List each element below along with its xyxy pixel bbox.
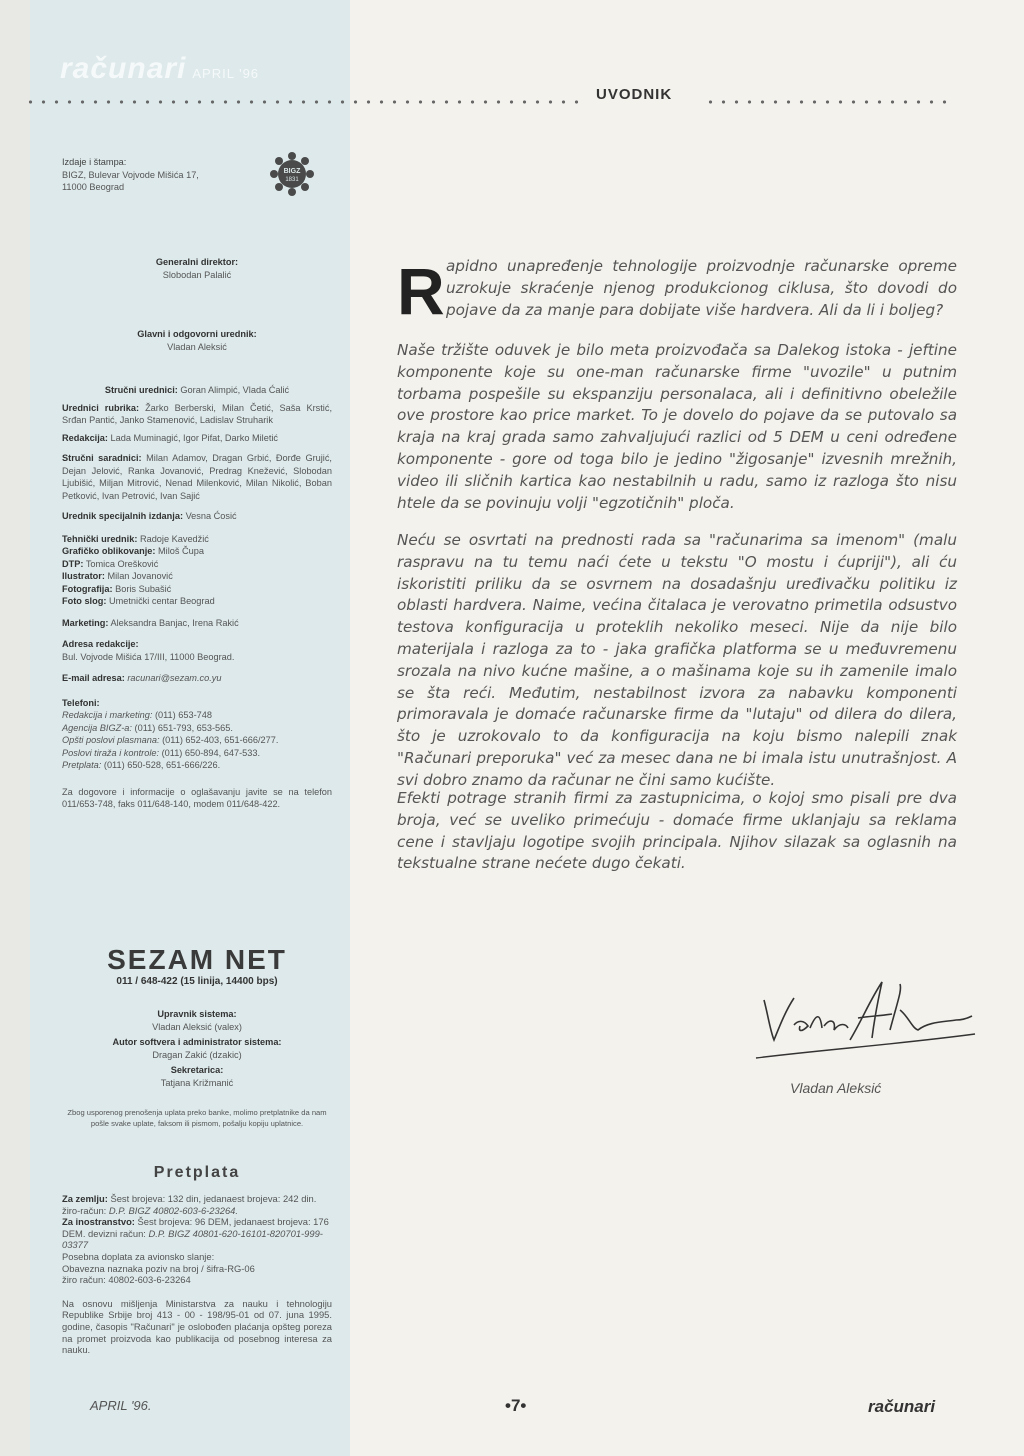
masthead-brand	[60, 52, 259, 86]
tech-editors: Goran Alimpić, Vlada Ćalić	[180, 385, 290, 395]
phone-label: Redakcija i marketing:	[62, 710, 153, 720]
graphic-label: Grafičko oblikovanje:	[62, 546, 156, 556]
drop-cap: R	[397, 254, 445, 328]
sysop-label: Upravnik sistema:	[157, 1009, 237, 1019]
sysop: Vladan Aleksić (valex)	[152, 1021, 242, 1032]
footer-brand: računari	[868, 1397, 936, 1416]
article-lead: apidno unapređenje tehnologije proizvodnje računarske opreme uzrokuje skraćenje njenog produkcionog ciklusa, što dovodi do pojave da za manje para dobijate više hardvera. Ali da li i boljeg?	[446, 257, 957, 319]
phone-value: (011) 652-403, 651-666/277.	[162, 735, 279, 745]
domestic-account: D.P. BIGZ 40802-603-6-23264.	[108, 1204, 238, 1216]
phone-row	[62, 734, 332, 747]
article-paragraph-2: Neću se osvrtati na prednosti rada sa "računarima sa imenom" (malu raspravu na tu temu naći ćete u tekstu "O mostu i ćupriji"), ali ću iskoristiti priliku da se osvrnem na dosadašnju uređivačku politiku iz oblasti hardvera. Naime, većina čitalaca je verovatno primetila odsustvo testova konfiguracija u proteklih nekoliko meseci. Nije da nije bilo materijala i razloga za to - jaka grafička platforma se u međuvremenu srozala na nivo kućne mašine, a o mašinama koje su ih zamenile imalo se šta reći. Međutim, nestabilnost izvora za nabavku komponenti primoravala je domaće računarske firme da "lutaju" od dilera do dilera, što je uzrokovalo to da konfiguracija na koju bismo nalepili znak "Računari preporuka" već za mesec dana ne bi imala istu unutrašnjost. A svi dobro znamo da računar ne čini samo kućište.	[397, 531, 957, 789]
photoset-label: Foto slog:	[62, 596, 107, 606]
associates-label: Stručni saradnici:	[62, 453, 142, 463]
page-number: •7•	[505, 1396, 527, 1415]
subscription-title: Pretplata	[153, 1164, 241, 1181]
phone-row	[62, 759, 332, 772]
logo-text-2: 1831	[285, 177, 299, 183]
graphic: Miloš Čupa	[158, 546, 204, 556]
signer-name: Vladan Aleksić	[790, 1080, 882, 1096]
illustrator-label: Ilustrator:	[62, 571, 105, 581]
publisher-address-1: BIGZ, Bulevar Vojvode Mišića 17,	[62, 169, 199, 180]
illustrator: Milan Jovanović	[107, 571, 173, 581]
publisher-address-2: 11000 Beograd	[62, 182, 125, 192]
tech-label: Tehnički urednik:	[62, 533, 138, 544]
airmail: Posebna doplata za avionsko slanje:	[62, 1250, 215, 1262]
sezam-title: SEZAM NET	[107, 944, 287, 975]
dotted-rule-right	[704, 100, 954, 104]
staff-list	[62, 384, 332, 811]
editor-name: Vladan Aleksić	[167, 341, 227, 352]
logo-text-1: BIGZ	[283, 168, 301, 175]
address: Bul. Vojvode Mišića 17/III, 11000 Beograd.	[62, 651, 235, 662]
ads-note: Za dogovore i informacije o oglašavanju javite se na telefon 011/653-748, faks 011/648-140, modem 011/648-422.	[62, 786, 332, 809]
sezam-subtitle: 011 / 648-422 (15 linija, 14400 bps)	[116, 976, 278, 987]
phone-label: Pretplata:	[62, 760, 102, 770]
phone-value: (011) 650-528, 651-666/226.	[103, 760, 221, 770]
foreign: Šest brojeva: 96 DEM, jedanaest brojeva: 176 DEM. devizni račun:	[62, 1216, 329, 1239]
handwritten-signature	[750, 970, 980, 1070]
phone-label: Opšti poslovi plasmana:	[62, 735, 160, 745]
foreign-account: D.P. BIGZ 40801-620-16101-820701-999-03377	[62, 1227, 323, 1251]
section-title: UVODNIK	[596, 86, 673, 103]
editor-in-chief	[62, 328, 332, 353]
sezam-note: Zbog usporenog prenošenja uplata preko banke, molimo pretplatnike da nam pošle svake uplate, faksom ili pismom, pošalju kopiju uplatnice.	[67, 1108, 327, 1128]
issue-date: APRIL '96	[192, 66, 260, 81]
phone-value: (011) 650-894, 647-533.	[161, 747, 261, 758]
author: Dragan Zakić (dzakic)	[152, 1049, 242, 1060]
page-edge	[0, 0, 30, 1456]
section-editors: Žarko Berberski, Milan Četić, Saša Krstić, Srđan Pantić, Janko Stamenović, Ladislav Struharik	[62, 402, 332, 425]
footer-date: APRIL '96.	[90, 1398, 152, 1413]
special: Vesna Ćosić	[185, 511, 237, 521]
address-label: Adresa redakcije:	[62, 639, 139, 649]
bigz-logo	[268, 150, 316, 198]
associates: Milan Adamov, Dragan Grbić, Đorđe Grujić, Dejan Jelović, Ranka Jovanović, Predrag Knežević, Slobodan Ljubišić, Miljan Mitrović, Nenad Milenković, Milan Nikolić, Boban Petković, Ivan Petrović, Ivan Sajić	[62, 453, 332, 501]
publisher-block	[62, 156, 262, 194]
gm-label: Generalni direktor:	[155, 257, 239, 267]
phones-label: Telefoni:	[62, 697, 100, 708]
phone-value: (011) 651-793, 653-565.	[134, 722, 233, 733]
airmail-3: žiro račun: 40802-603-6-23264	[62, 1274, 191, 1286]
tax-note: Na osnovu mišljenja Ministarstva za nauku i tehnologiju Republike Srbije broj 413 - 00 - 198/95-01 od 07. juna 1995. godine, časopis "Računari" je oslobođen plaćanja opšteg poreza na promet proizvoda kao publikacija od posebnog interesa za nauku.	[62, 1297, 332, 1356]
redakcija-label: Redakcija:	[62, 432, 108, 443]
phone-row	[62, 709, 332, 722]
dtp: Tomica Orešković	[85, 558, 159, 569]
author-label: Autor softvera i administrator sistema:	[112, 1037, 282, 1047]
article-paragraph-3: Efekti potrage stranih firmi za zastupnicima, o kojoj smo pisali pre dva broja, već se uveliko primećuju - domaće firme uklanjaju sa reklama cene i stavljaju logotipe svojih principala. Njihov silazak sa oglasnih na tekstualne strane nećete dugo čekati.	[397, 789, 957, 873]
sezam-staff	[62, 1008, 332, 1089]
phone-row	[62, 722, 332, 735]
general-director	[62, 256, 332, 281]
email-label: E-mail adresa:	[62, 673, 125, 683]
redakcija: Lada Muminagić, Igor Pifat, Darko Miletić	[110, 432, 279, 443]
marketing: Aleksandra Banjac, Irena Rakić	[110, 617, 239, 628]
gm-name: Slobodan Palalić	[162, 269, 232, 280]
photo: Boris Subašić	[115, 583, 172, 594]
domestic: Šest brojeva: 132 din, jedanaest brojeva: 242 din. žiro-račun:	[62, 1193, 317, 1216]
phone-label: Agencija BIGZ-a:	[62, 722, 132, 733]
phone-row	[62, 747, 332, 760]
foreign-label: Za inostranstvo:	[62, 1216, 135, 1228]
photo-label: Fotografija:	[62, 583, 113, 594]
airmail-2: Obavezna naznaka poziv na broj / šifra-RG-06	[62, 1262, 255, 1274]
tech-editors-label: Stručni urednici:	[104, 385, 178, 395]
brand-name: računari	[60, 52, 187, 85]
section-editors-label: Urednici rubrika:	[62, 402, 140, 413]
publisher-label: Izdaje i štampa:	[62, 157, 127, 167]
photoset: Umetnički centar Beograd	[108, 596, 215, 606]
editor-label: Glavni i odgovorni urednik:	[137, 329, 257, 339]
article-paragraph-1: Naše tržište oduvek je bilo meta proizvođača sa Dalekog istoka - jeftine komponente koje su one-man računarske firme "uvozile" u putnim torbama pospešile su ekspanziju personalaca, ali i definitivno obeležile ove prostore kao price market. To je dovelo do pojave da se putovalo sa kraja na kraj grada samo zahvaljujući razlici od 5 DEM u ceni određene komponente - gore od toga bilo je jedino "žigosanje" izvesnih mrežnih, video ili sličnih kartica kao nestabilnih u radu, samo iz razloga što nisu htele da se povinuju volji "egzotičnih" ploča.	[397, 341, 957, 512]
secretary: Tatjana Križmanić	[160, 1077, 234, 1088]
domestic-label: Za zemlju:	[62, 1193, 108, 1204]
email-address[interactable]: racunari@sezam.co.yu	[127, 673, 222, 683]
special-label: Urednik specijalnih izdanja:	[62, 511, 183, 521]
phone-value: (011) 653-748	[154, 710, 212, 720]
marketing-label: Marketing:	[62, 617, 109, 628]
tech: Radoje Kavedžić	[139, 533, 209, 544]
dotted-rule-left	[24, 100, 586, 104]
secretary-label: Sekretarica:	[170, 1065, 224, 1075]
subscription-details	[62, 1193, 332, 1356]
phone-label: Poslovi tiraža i kontrole:	[62, 747, 160, 758]
dtp-label: DTP:	[62, 558, 84, 569]
